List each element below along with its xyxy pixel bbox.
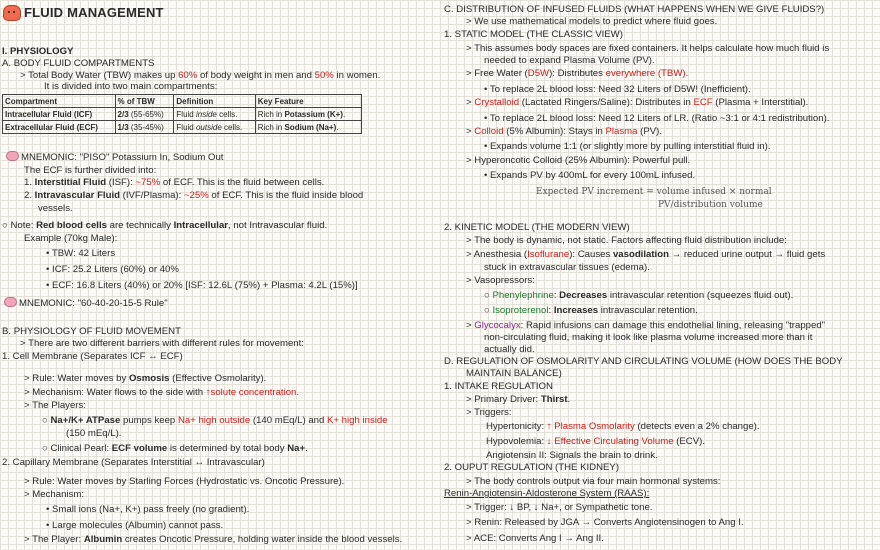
trigger-hypovolemia: Hypovolemia: ↓ Effective Circulating Volume (ECV). [486,436,705,447]
table-header: % of TBW [115,95,174,108]
section-physiology: I. PHYSIOLOGY [2,46,74,57]
intake-triggers: > Triggers: [466,407,512,418]
rbc-note: ○ Note: Red blood cells are technically Intracellular, not Intravascular fluid. [2,220,328,231]
km-vasopressors: > Vasopressors: [466,275,535,286]
table-cell: Fluid outside cells. [174,121,255,134]
km-glycocalyx: > Glycocalyx: Rapid infusions can damage this endothelial lining, releasing "trapped" [466,320,826,331]
table-cell: Rich in Potassium (K+). [255,108,361,121]
section-a-heading: A. BODY FLUID COMPARTMENTS [2,58,155,69]
pv-formula-line-1: Expected PV increment = volume infused × normal [536,187,772,197]
km-isoproterenol: ○ Isoproterenol: Increases intravascular retention. [484,305,698,316]
sm-d5w-replace: • To replace 2L blood loss: Need 32 Liters of D5W! (Inefficient). [484,84,751,95]
cell-membrane-heading: 1. Cell Membrane (Separates ICF ↔ ECF) [2,351,183,362]
table-cell: Intracellular Fluid (ICF) [3,108,116,121]
barriers-intro: > There are two different barriers with different rules for movement: [20,338,304,349]
section-d-heading-2: MAINTAIN BALANCE) [466,368,562,379]
example-tbw: • TBW: 42 Liters [46,248,116,259]
cap-large-molecules: • Large molecules (Albumin) cannot pass. [46,520,224,531]
sm-assumption-2: needed to expand Plasma Volume (PV). [484,55,655,66]
cm-pump: ○ Na+/K+ ATPase pumps keep Na+ high outside (140 mEq/L) and K+ high inside [42,415,388,426]
raas-heading: Renin-Angiotensin-Aldosterone System (RAAS): [444,488,650,499]
km-glycocalyx-3: actually did. [484,344,535,355]
mascot-logo-icon [3,5,21,21]
static-model-heading: 1. STATIC MODEL (THE CLASSIC VIEW) [444,29,623,40]
raas-renin: > Renin: Released by JGA → Converts Angiotensinogen to Ang I. [466,517,744,528]
sm-hyperoncotic: > Hyperoncotic Colloid (25% Albumin): Powerful pull. [466,155,691,166]
table-header: Key Feature [255,95,361,108]
table-cell: 1/3 (35-45%) [115,121,174,134]
table-row [3,121,362,134]
output-heading: 2. OUPUT REGULATION (THE KIDNEY) [444,462,620,473]
tbw-line-2: It is divided into two main compartments: [44,81,218,92]
cap-rule: > Rule: Water moves by Starling Forces (Hydrostatic vs. Oncotic Pressure). [24,476,345,487]
compartment-table [2,94,362,134]
brain-icon [6,151,19,161]
kinetic-model-heading: 2. KINETIC MODEL (THE MODERN VIEW) [444,222,630,233]
output-intro: > The body controls output via four main hormonal systems: [466,476,721,487]
cm-pump-2: (150 mEq/L). [66,428,122,439]
ecf-ivf-2: vessels. [38,203,73,214]
tbw-line: > Total Body Water (TBW) makes up 60% of body weight in men and 50% in women. [20,70,381,81]
sm-lr-replace: • To replace 2L blood loss: Need 12 Liters of LR. (Ratio ~3:1 or 4:1 redistribution). [484,113,830,124]
km-intro: > The body is dynamic, not static. Factors affecting fluid distribution include: [466,235,787,246]
capillary-heading: 2. Capillary Membrane (Separates Interstitial ↔ Intravascular) [2,457,265,468]
brain-icon [4,297,17,307]
cm-mechanism: > Mechanism: Water flows to the side with ↑solute concentration. [24,387,300,398]
cm-rule: > Rule: Water moves by Osmosis (Effective Osmolarity). [24,373,267,384]
cap-small-ions: • Small ions (Na+, K+) pass freely (no gradient). [46,504,250,515]
km-phenylephrine: ○ Phenylephrine: Decreases intravascular retention (squeezes fluid out). [484,290,794,301]
sm-assumption: > This assumes body spaces are fixed containers. It helps calculate how much fluid is [466,43,830,54]
table-header: Compartment [3,95,116,108]
cm-players: > The Players: [24,400,86,411]
cm-pearl: ○ Clinical Pearl: ECF volume is determined by total body Na+. [42,443,308,454]
table-header: Definition [174,95,255,108]
ecf-ivf: 2. Intravascular Fluid (IVF/Plasma): ~25% of ECF. This is the fluid inside blood [24,190,364,201]
intake-driver: > Primary Driver: Thirst. [466,394,571,405]
table-cell: Extracellular Fluid (ECF) [3,121,116,134]
table-row [3,108,362,121]
raas-trigger: > Trigger: ↓ BP, ↓ Na+, or Sympathetic tone. [466,502,653,513]
sm-colloid: > Colloid (5% Albumin): Stays in Plasma (PV). [466,126,662,137]
pv-formula-line-2: PV/distribution volume [658,200,763,210]
sm-hyperoncotic-expand: • Expands PV by 400mL for every 100mL infused. [484,170,696,181]
ecf-isf: 1. Interstitial Fluid (ISF): ~75% of ECF. This is the fluid between cells. [24,177,325,188]
table-cell: Fluid inside cells. [174,108,255,121]
km-anesthesia: > Anesthesia (Isoflurane): Causes vasodilation → reduced urine output → fluid gets [466,249,826,260]
sm-free-water: > Free Water (D5W): Distributes everywhere (TBW). [466,68,689,79]
km-glycocalyx-2: non-circulating fluid, making it look like plasma volume increased more than it [484,332,813,343]
ecf-intro: The ECF is further divided into: [24,165,157,176]
sm-colloid-expand: • Expands volume 1:1 (or slightly more by pulling interstitial fluid in). [484,141,771,152]
example-icf: • ICF: 25.2 Liters (60%) or 40% [46,264,179,275]
intake-heading: 1. INTAKE REGULATION [444,381,553,392]
mnemonic-piso: MNEMONIC: "PISO" Potassium In, Sodium Out [6,151,223,163]
example-heading: Example (70kg Male): [24,233,118,244]
section-d-heading: D. REGULATION OF OSMOLARITY AND CIRCULATING VOLUME (HOW DOES THE BODY [444,356,843,367]
km-anesthesia-2: stuck in extravascular tissues (edema). [484,262,650,273]
table-cell: Rich in Sodium (Na+). [255,121,361,134]
table-cell: 2/3 (55-65%) [115,108,174,121]
raas-ace: > ACE: Converts Ang I → Ang II. [466,533,604,544]
trigger-angiotensin: Angiotensin II: Signals the brain to drink. [486,450,658,461]
trigger-hypertonicity: Hypertonicity: ↑ Plasma Osmolarity (detects even a 2% change). [486,421,760,432]
sm-crystalloid: > Crystalloid (Lactated Ringers/Saline): Distributes in ECF (Plasma + Interstitial). [466,97,809,108]
cap-mechanism: > Mechanism: [24,489,84,500]
mnemonic-rule: MNEMONIC: "60-40-20-15-5 Rule" [4,297,168,309]
models-intro: > We use mathematical models to predict where fluid goes. [466,16,718,27]
cap-player: > The Player: Albumin creates Oncotic Pressure, holding water inside the blood vessels. [24,534,403,545]
example-ecf: • ECF: 16.8 Liters (40%) or 20% [ISF: 12.6L (75%) + Plasma: 4.2L (15%)] [46,280,358,291]
section-c-heading: C. DISTRIBUTION OF INFUSED FLUIDS (WHAT HAPPENS WHEN WE GIVE FLUIDS?) [444,4,825,15]
page-title: FLUID MANAGEMENT [24,5,164,20]
section-b-heading: B. PHYSIOLOGY OF FLUID MOVEMENT [2,326,181,337]
table-header-row [3,95,362,108]
